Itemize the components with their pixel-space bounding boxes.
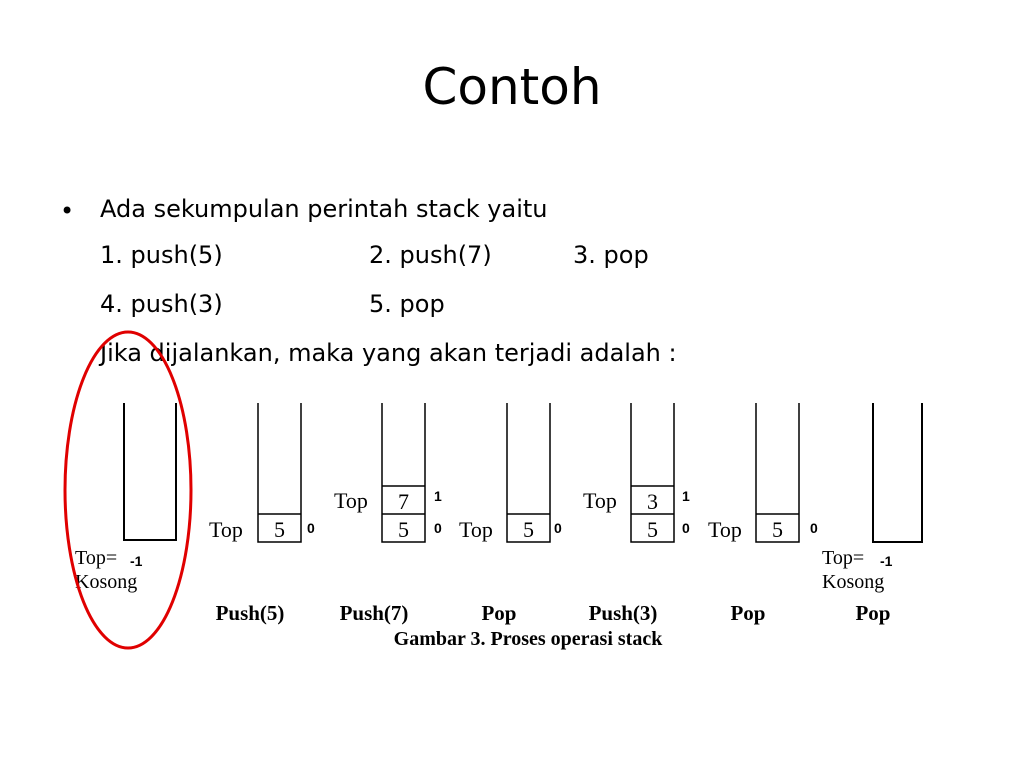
empty-label: Kosong	[75, 571, 138, 593]
stack-stage-empty-initial	[75, 403, 176, 593]
stack-index: 0	[554, 520, 562, 536]
top-index-value: -1	[880, 553, 893, 569]
stack-index: 0	[434, 520, 442, 536]
stack-cell-value: 3	[647, 489, 658, 514]
stack-stage-push-7	[334, 403, 442, 625]
stack-container	[124, 403, 176, 540]
stack-cell-value: 5	[398, 517, 409, 542]
command-1: 1. push(5)	[100, 241, 223, 269]
command-2: 2. push(7)	[369, 241, 492, 269]
stack-index: 0	[682, 520, 690, 536]
stack-stage-empty-final	[822, 403, 922, 625]
top-pointer-label: Top	[334, 488, 368, 513]
top-pointer-label: Top	[583, 488, 617, 513]
stage-label: Pop	[481, 601, 517, 625]
stack-stage-pop-1	[459, 403, 562, 625]
stack-cell-value: 5	[523, 517, 534, 542]
top-pointer-label: Top	[459, 517, 493, 542]
stack-index: 0	[307, 520, 315, 536]
top-pointer-label: Top	[209, 517, 243, 542]
stack-cell-value: 7	[398, 489, 409, 514]
command-3: 3. pop	[573, 241, 649, 269]
empty-label: Kosong	[822, 571, 885, 593]
conclusion-text: Jika dijalankan, maka yang akan terjadi adalah :	[100, 339, 677, 367]
top-equals-label: Top=	[822, 547, 865, 569]
stack-stage-pop-2	[708, 403, 818, 625]
stack-index: 0	[810, 520, 818, 536]
stage-label: Push(5)	[215, 601, 285, 625]
stack-cell-value: 5	[772, 517, 783, 542]
stage-label: Push(7)	[339, 601, 409, 625]
figure-caption: Gambar 3. Proses operasi stack	[393, 628, 663, 650]
stack-stage-push-3	[583, 403, 690, 625]
stack-container	[873, 403, 922, 542]
stack-cell-value: 5	[274, 517, 285, 542]
highlight-ellipse	[65, 332, 191, 648]
stage-label: Push(3)	[588, 601, 658, 625]
bullet-text: Ada sekumpulan perintah stack yaitu	[100, 195, 548, 223]
command-5: 5. pop	[369, 290, 445, 318]
command-4: 4. push(3)	[100, 290, 223, 318]
stack-cell-value: 5	[647, 517, 658, 542]
stage-label: Pop	[730, 601, 766, 625]
slide-title: Contoh	[422, 58, 602, 116]
stack-index: 1	[682, 488, 690, 504]
bullet-marker: •	[60, 197, 75, 225]
top-index-value: -1	[130, 553, 143, 569]
top-pointer-label: Top	[708, 517, 742, 542]
top-equals-label: Top=	[75, 547, 118, 569]
stack-stage-push-5	[209, 403, 315, 625]
stage-label: Pop	[855, 601, 891, 625]
stack-index: 1	[434, 488, 442, 504]
